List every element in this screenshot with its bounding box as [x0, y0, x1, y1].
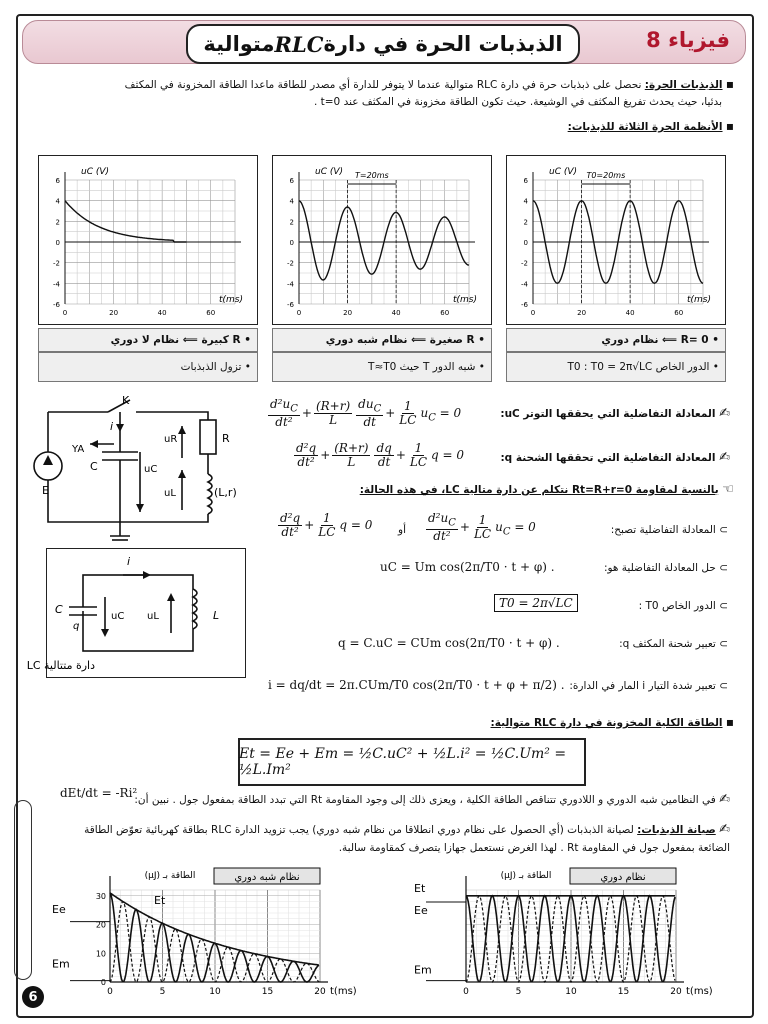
lc-bullet-5-text: تعبير شدة التيار i المار في الدارة:	[569, 680, 716, 692]
x-axis-label: t(ms)	[453, 295, 478, 305]
lc-coil-label: L	[213, 609, 220, 622]
maintenance-line-2: الضائعة بمفعول جول في المقاومة Rt . لهذا الغرض نستعمل جهازا يتصرف كمقاومة سالبة.	[338, 842, 730, 854]
y-tick-label: 2	[289, 218, 294, 227]
x-axis-label: t(ms)	[686, 986, 713, 997]
lc-eq-uc: $\frac{d^2u_C}{\text{dt²}}$ + $\frac{1}{LC}$ $u_C = 0$	[428, 511, 536, 544]
pencil-icon: ✍	[719, 822, 730, 837]
eq1-label	[500, 406, 730, 422]
y-tick-label: -6	[521, 301, 528, 309]
y-tick-label: 4	[289, 197, 294, 206]
bullet-icon: ▪	[725, 77, 734, 91]
energy-note	[130, 792, 730, 808]
energy-heading-text: الطاقة الكلية المخزونة في دارة RLC متوالية:	[490, 717, 723, 729]
x-tick-label: 40	[157, 309, 167, 317]
x-tick-label: 20	[670, 987, 682, 997]
energy-chart-periodic	[400, 864, 720, 997]
page-number: 6	[22, 986, 44, 1008]
coil-voltage-label: uL	[164, 488, 176, 499]
regimes-heading	[34, 118, 734, 135]
energy-chart-pseudo-periodic	[44, 864, 357, 997]
y-tick-label: -2	[53, 259, 60, 268]
y-axis-label: uC (V)	[549, 167, 578, 177]
bullet-icon: •	[240, 334, 251, 346]
x-tick-label: 0	[296, 309, 302, 317]
lc-bullet-4	[568, 636, 728, 652]
period-annotation: T=20ms	[354, 171, 389, 180]
lc-caption: دارة متتالية LC	[26, 659, 95, 672]
em-label: Em	[414, 963, 432, 977]
pencil-icon: ✍	[719, 406, 730, 421]
lc-heading	[254, 482, 734, 498]
energy-formula: Et = Ee + Em = ½C.uC² + ½L.i² = ½C.Um² = ½L.Im²	[239, 746, 567, 778]
lc-current-label: i	[127, 555, 131, 568]
table-text: R= 0 ⟸ نظام دوري	[601, 334, 709, 346]
intro-line-1	[34, 76, 734, 93]
lc-bullet-1	[568, 522, 728, 538]
energy-note-text: في النظامين شبه الدوري و اللادوري تتناقص الطاقة الكلية ، ويعزى ذلك إلى وجود المقاومة Rt التي تبدد الطاقة بمفعول جول . نبين أن:	[134, 794, 716, 806]
chart-title: نظام شبه دوري	[234, 872, 300, 883]
y-tick-label: 0	[289, 239, 294, 247]
x-tick-label: 5	[159, 987, 166, 997]
lc-bullet-3-text: الدور الخاص T0 :	[638, 600, 716, 612]
et-label: Et	[414, 882, 426, 895]
rlc-circuit-diagram	[28, 392, 248, 544]
x-tick-label: 10	[565, 987, 577, 997]
x-tick-label: 20	[109, 309, 119, 317]
x-tick-label: 40	[625, 309, 635, 317]
table-text: شبه الدور T حيث T≈T0	[368, 361, 476, 373]
energy-formula-box	[238, 738, 586, 786]
lc-bullet-4-text: تعبير شحنة المكثف q:	[619, 638, 716, 650]
current-label: i	[110, 420, 114, 433]
current-formula: i = dq/dt = 2π.CUm/T0 cos(2π/T0 · t + φ + π/2) .	[268, 678, 565, 692]
table-cell-aperiodic-2	[38, 352, 258, 382]
chart-title: نظام دوري	[600, 872, 646, 883]
capacitor-voltage-label: uC	[144, 464, 158, 475]
x-tick-label: 20	[577, 309, 587, 317]
maintenance-text-1: لصيانة الذبذبات (أي الحصول على نظام دوري انطلاقا من نظام شبه دوري) يجب تزويد الدارة RLC بطاقة كهربائية تعوّض الطاقة	[84, 824, 634, 836]
y-tick-label: 30	[95, 891, 106, 901]
page-title	[186, 24, 580, 64]
lc-bullet-3	[568, 598, 728, 614]
bullet-icon: •	[474, 334, 485, 346]
intro-line-2: بدئيا، حيث يحدث تفريغ المكثف في الوشيعة. حيث تكون الطاقة مخزونة في المكثف عند t=0 .	[313, 96, 722, 108]
chart-periodic	[507, 156, 725, 324]
x-axis-label: t(ms)	[687, 295, 712, 305]
x-tick-label: 20	[343, 309, 353, 317]
arrow-bullet-icon: ⊃	[719, 524, 728, 536]
table-cell-pseudo-1	[272, 328, 492, 352]
y-tick-label: 2	[55, 218, 60, 227]
chart-aperiodic	[39, 156, 257, 324]
x-tick-label: 20	[314, 987, 326, 997]
y-tick-label: -4	[53, 280, 60, 289]
lc-charge-label: q	[73, 621, 80, 632]
arrow-bullet-icon: ⊃	[719, 562, 728, 574]
y-tick-label: 0	[55, 239, 60, 247]
x-tick-label: 0	[530, 309, 536, 317]
y-tick-label: 4	[55, 197, 60, 206]
y-tick-label: -2	[287, 259, 294, 268]
x-tick-label: 0	[463, 987, 469, 997]
y-tick-label: 20	[95, 920, 106, 930]
x-tick-label: 10	[209, 987, 221, 997]
eq1-formula: $\frac{d^2u_C}{\text{dt²}}$ + $\frac{(R+r)}{L}$ $\frac{du_C}{dt}$ + $\frac{1}{LC}$ $u_C = 0$	[270, 397, 462, 430]
lc-circuit-panel	[26, 548, 246, 678]
lc-capacitor-label: C	[55, 603, 63, 616]
energy-heading	[234, 714, 734, 731]
arrow-bullet-icon: ⊃	[719, 680, 728, 692]
y-tick-label: 6	[289, 177, 294, 185]
title-text-post: متوالية	[203, 32, 275, 56]
eq2-label-text: المعادلة التفاضلية التي تحققها الشحنة q:	[500, 452, 716, 464]
table-text: تزول الذبذبات	[180, 361, 242, 373]
y-tick-label: -2	[521, 259, 528, 268]
table-text: R صغيرة ⟸ نظام شبه دوري	[325, 334, 475, 346]
lc-bullet-2	[568, 560, 728, 576]
y-axis-label: uC (V)	[315, 167, 344, 177]
ee-label: Ee	[414, 904, 428, 917]
lc-eq-q: $\frac{\text{d²q}}{\text{dt²}}$ + $\frac{1}{LC}$ q = 0	[280, 511, 373, 539]
title-text-rlc: RLC	[274, 31, 324, 57]
y-tick-label: 10	[95, 949, 106, 959]
table-cell-aperiodic-1	[38, 328, 258, 352]
generator-label: E	[42, 484, 49, 497]
bullet-icon: •	[709, 361, 719, 373]
lc-circuit-diagram	[26, 549, 245, 677]
ee-label: Ee	[52, 903, 66, 916]
x-tick-label: 5	[515, 987, 522, 997]
bullet-icon: •	[475, 361, 485, 373]
intro-heading: الذبذبات الحرة:	[644, 79, 723, 91]
chart-pseudo-periodic	[273, 156, 491, 324]
lc-coil-voltage-label: uL	[147, 611, 159, 622]
y-tick-label: 6	[523, 177, 528, 185]
table-text: R كبيرة ⟸ نظام لا دوري	[110, 334, 241, 346]
y-tick-label: -4	[521, 280, 528, 289]
switch-label: K	[122, 394, 130, 407]
bullet-icon: •	[241, 361, 251, 373]
y-tick-label: -6	[53, 301, 60, 309]
table-cell-periodic-1	[506, 328, 726, 352]
resistor-label: R	[222, 432, 230, 445]
or-label: أو	[398, 524, 406, 536]
em-label: Em	[52, 957, 70, 971]
resistor-voltage-label: uR	[164, 434, 178, 445]
pencil-icon: ✍	[719, 792, 730, 807]
eq2-formula: $\frac{\text{d²q}}{\text{dt²}}$ + $\frac{(R+r)}{L}$ $\frac{dq}{dt}$ + $\frac{1}{LC}$ q = 0	[296, 441, 465, 469]
x-tick-label: 60	[440, 309, 450, 317]
capacitor-label: C	[90, 460, 98, 473]
table-text: الدور الخاص T0 : T0 = 2π√LC	[567, 361, 710, 373]
maintenance-line-1	[30, 822, 730, 838]
arrow-bullet-icon: ⊃	[719, 600, 728, 612]
pointing-hand-icon: ☜	[722, 482, 734, 497]
y-axis-label: الطاقة بـ (μJ)	[144, 871, 196, 881]
sidebar-decoration	[14, 800, 32, 980]
charge-formula: q = C.uC = CUm cos(2π/T0 · t + φ) .	[338, 636, 560, 650]
regimes-heading-text: الأنظمة الحرة الثلاثة للذبذبات:	[567, 121, 723, 133]
y-tick-label: -4	[287, 280, 294, 289]
graph-panel-periodic	[506, 155, 726, 325]
lc-capacitor-voltage-label: uC	[111, 611, 125, 622]
x-tick-label: 60	[206, 309, 216, 317]
intro-text-1: نحصل على ذبذبات حرة في دارة RLC متوالية عندما لا يتوفر للدارة أي مصدر للطاقة ماعدا الطاقة المخزونة في المكثف	[124, 79, 642, 91]
y-tick-label: 0	[100, 978, 106, 987]
y-axis-label: uC (V)	[81, 167, 110, 177]
bullet-icon: ▪	[725, 715, 734, 729]
period-formula: T0 = 2π√LC	[494, 594, 578, 612]
graph-panel-pseudo-periodic	[272, 155, 492, 325]
x-tick-label: 15	[617, 987, 630, 997]
energy-derivative: dEt/dt = -Ri²	[60, 786, 138, 800]
y-tick-label: 2	[523, 218, 528, 227]
x-tick-label: 0	[107, 987, 113, 997]
y-tick-label: 0	[523, 239, 528, 247]
coil-label: (L,r)	[214, 486, 237, 499]
bullet-icon: •	[708, 334, 719, 346]
x-axis-label: t(ms)	[219, 295, 244, 305]
eq2-label	[500, 450, 730, 466]
et-label: Et	[154, 894, 166, 907]
uc-solution: uC = Um cos(2π/T0 · t + φ) .	[380, 560, 555, 574]
y-tick-label: 6	[55, 177, 60, 185]
table-cell-periodic-2	[506, 352, 726, 382]
y-tick-label: -6	[287, 301, 294, 309]
channel-label: YA	[72, 444, 85, 455]
lc-heading-text: بالنسبة لمقاومة Rt=R+r=0 نتكلم عن دارة متالية LC، في هذه الحالة:	[359, 484, 719, 496]
y-tick-label: 4	[523, 197, 528, 206]
maintenance-heading: صيانة الذبذبات:	[637, 824, 716, 836]
period-annotation: T0=20ms	[586, 171, 626, 180]
x-axis-label: t(ms)	[330, 986, 357, 997]
lc-bullet-2-text: حل المعادلة التفاضلية هو:	[603, 562, 716, 574]
table-cell-pseudo-2	[272, 352, 492, 382]
y-axis-label: الطاقة بـ (μJ)	[500, 871, 552, 881]
x-tick-label: 40	[391, 309, 401, 317]
title-text-pre: الذبذبات الحرة في دارة	[323, 32, 563, 56]
lc-bullet-1-text: المعادلة التفاضلية تصبح:	[610, 524, 716, 536]
x-tick-label: 60	[674, 309, 684, 317]
eq1-label-text: المعادلة التفاضلية التي يحققها التوتر uC:	[500, 408, 716, 420]
graph-panel-aperiodic	[38, 155, 258, 325]
x-tick-label: 15	[261, 987, 274, 997]
arrow-bullet-icon: ⊃	[719, 638, 728, 650]
bullet-icon: ▪	[725, 119, 734, 133]
x-tick-label: 0	[62, 309, 68, 317]
pencil-icon: ✍	[719, 450, 730, 465]
subject-label: فيزياء 8	[646, 28, 730, 52]
